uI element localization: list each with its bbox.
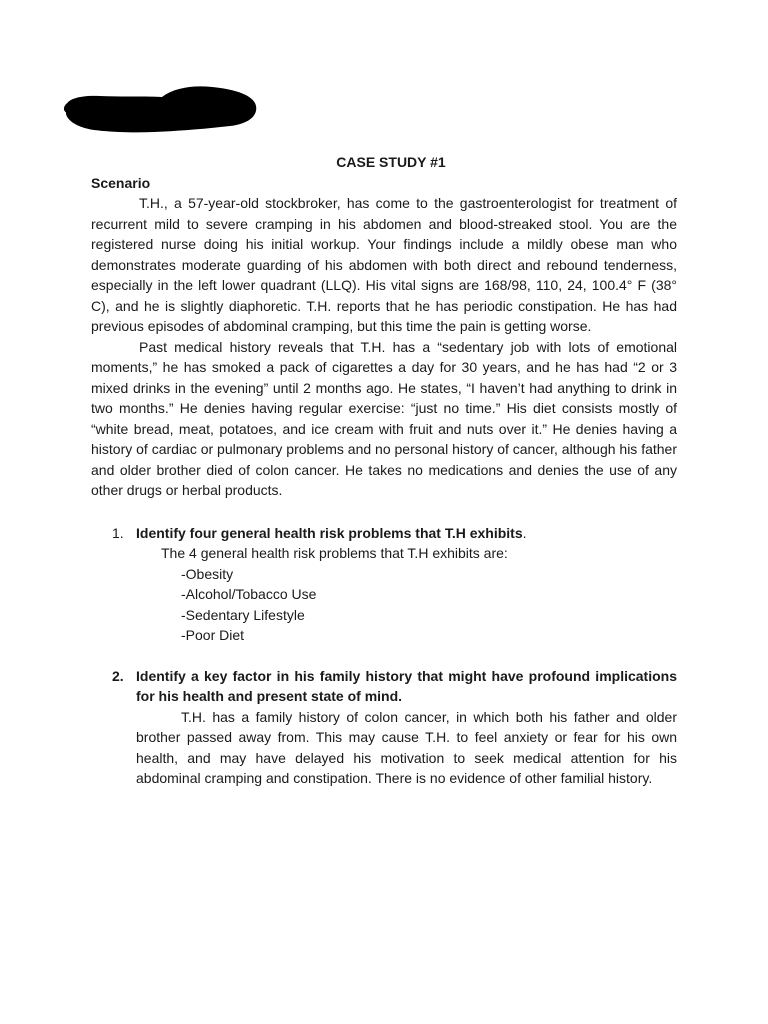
risk-item-sedentary: -Sedentary Lifestyle (181, 606, 305, 623)
question-number: 1. (112, 524, 124, 541)
question-number: 2. (112, 667, 124, 684)
scenario-paragraph: T.H., a 57-year-old stockbroker, has come to the gastroenterologist for treatment of recurrent mild to severe cramping in his abdomen and blood-streaked stool. You are the registered nurse doing his initial workup. Your findings include a mildly obese man who demonstrates moderate guarding of his abdomen with both direct and rebound tenderness, especially in the left lower quadrant (LLQ). His vital signs are 168/98, 110, 24, 100.4° F (38° C), and he is slightly diaphoretic. T.H. reports that he has periodic constipation. He has had previous episodes of abdominal cramping, but this time the pain is getting worse. (91, 195, 677, 334)
risk-item-obesity: -Obesity (181, 565, 234, 582)
question-list (91, 523, 677, 789)
question-text (136, 523, 677, 544)
risk-item-alcohol-tobacco: -Alcohol/Tobacco Use (181, 586, 317, 602)
question-item-1 (91, 523, 677, 646)
risk-problems-list (136, 564, 677, 646)
question-text: Identify a key factor in his family history that might have profound implications for his health and present state of mind. (136, 667, 677, 704)
scenario-heading: Scenario (91, 174, 151, 191)
redaction-mark (62, 84, 258, 134)
answer-paragraph: T.H. has a family history of colon cancer, in which both his father and older brother passed away from. This may cause T.H. to feel anxiety or fear for his own health, and may have delayed his motivation to seek medical attention for his abdominal cramping and constipation. There is no evidence of other familial history. (136, 708, 677, 786)
question-1-period: . (522, 524, 527, 541)
document-body (91, 152, 677, 789)
question-item-2 (91, 666, 677, 789)
answer-intro: The 4 general health risk problems that T.H exhibits are: (161, 545, 508, 561)
risk-item-poor-diet: -Poor Diet (181, 627, 245, 643)
medical-history-paragraph: Past medical history reveals that T.H. has a “sedentary job with lots of emotional moments,” he has smoked a pack of cigarettes a day for 30 years, and he has had “2 or 3 mixed drinks in the evening” until 2 months ago. He states, “I haven’t had anything to drink in two months.” He denies having regular exercise: “just no time.” His diet consists mostly of “white bread, meat, potatoes, and ice cream with fruit and nuts over it.” He denies having a history of cardiac or pulmonary problems and no personal history of cancer, although his father and older brother died of colon cancer. He takes no medications and denies the use of any other drugs or herbal products. (91, 338, 677, 498)
page-title: CASE STUDY #1 (336, 154, 446, 170)
question-1-text: Identify four general health risk problems that T.H exhibits (136, 524, 523, 541)
